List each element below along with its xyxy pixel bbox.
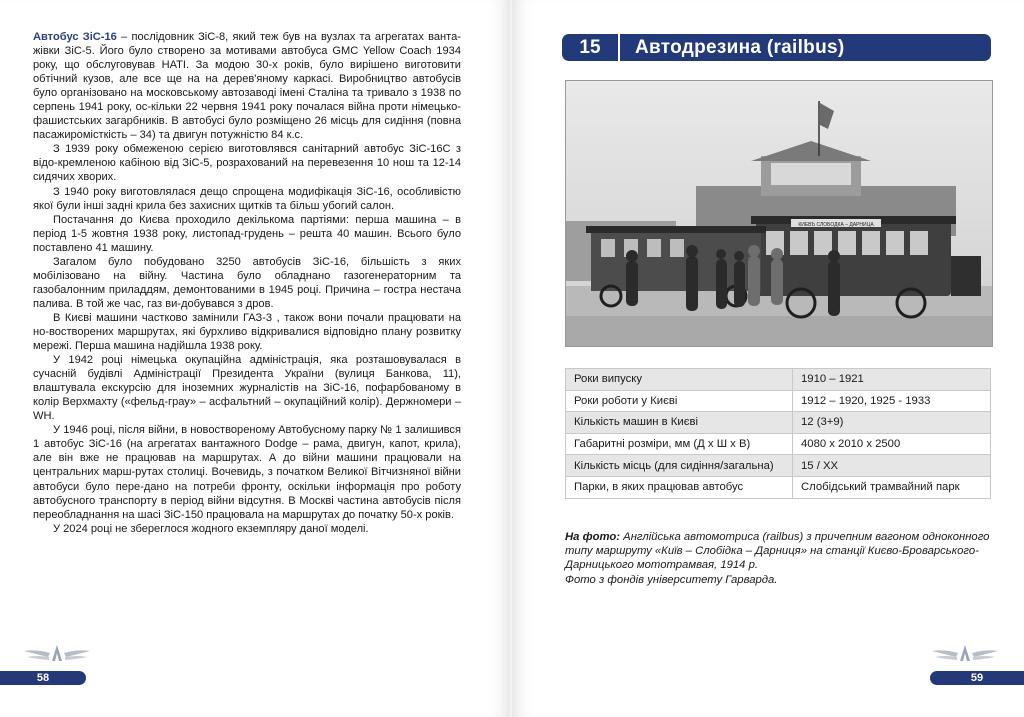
winged-emblem-icon: [22, 643, 92, 667]
photo-sign-text: КИЕВЪ СЛОБОДКА – ДАРНИЦА: [798, 222, 874, 228]
lead-term: Автобус ЗіС-16: [33, 31, 117, 43]
table-row: [566, 455, 991, 477]
table-row: [566, 433, 991, 455]
spec-key: Габаритні розміри, мм (Д х Ш х В): [566, 433, 793, 455]
paragraph: [33, 30, 461, 142]
paragraph: Загалом було побудовано 3250 автобусів ЗіС-16, більшість з яких мобілізовано на війну. Частина було обладнано газогенераторним та газобалонним приладдям, демонтованими в 1945 році. Причина – гостра нестача палива. В той же час, газ ви-добувався з дров.: [33, 255, 461, 310]
railbus-photo-illustration: [566, 81, 992, 346]
page-number-band: [0, 671, 86, 685]
historic-photo: [565, 80, 993, 347]
spec-value: 1912 – 1920, 1925 - 1933: [793, 390, 991, 412]
paragraph: У 1942 році німецька окупаційна адміністрація, яка розташовувалася в сучасній будівлі Адміністрації Президента України (вулиця Банкова, 11), влаштувала екскурсію для іноземних журналістів на ЗіС-16, пофарбованому в колір Верхмахту («фельд-грау» – асфальтний – окупаційний колір). Держномери – WH.: [33, 354, 461, 423]
spec-key: Кількість машин в Києві: [566, 412, 793, 434]
winged-emblem-icon: [930, 643, 1000, 667]
paragraph: З 1940 року виготовлялася дещо спрощена модифікація ЗіС-16, особливістю якої були інші задні крила без захисних щитків та більш убогий салон.: [33, 185, 461, 212]
page-number-band: [930, 671, 1024, 685]
spec-value: 1910 – 1921: [793, 369, 991, 391]
paragraph: У 2024 році не збереглося жодного екземпляру даної моделі.: [53, 522, 369, 535]
spec-value: 15 / ХХ: [793, 455, 991, 477]
table-row: [566, 476, 991, 498]
page-number: 59: [970, 672, 984, 684]
specs-table: [565, 368, 991, 499]
right-page: [512, 0, 1024, 717]
paragraph: Постачання до Києва проходило декількома партіями: перша машина – в період 1-5 жовтня 1938 року, листопад-грудень – решта 40 машин. Всього було поставлено 41 машину.: [33, 213, 461, 254]
article-body: [33, 30, 461, 536]
spec-key: Парки, в яких працював автобус: [566, 476, 793, 498]
spec-key: Роки роботи у Києві: [566, 390, 793, 412]
paragraph-text: – послідовник ЗіС-8, який теж був на вузлах та агрегатах ванта-жівки ЗіС-5. Його було створено за мотивами автобуса GMC Yellow Coach 1934 року, що обслуговував НАТІ. За модою 30-х років, було вирішено виготовити обтічний кузов, але все ще на на дерев'яному каркасі. Виробництво автобусів було організовано на московському автозаводі імені Сталіна та тривало з 1938 по серпень 1941 року, ос-кільки 22 червня 1941 року почалася війна проти німецько-фашистських загарбників. В автобусі було розміщено 26 місць для сидіння (повна пасажиромісткість – 34) та двигун потужністю 84 к.с.: [33, 31, 461, 142]
table-row: [566, 369, 991, 391]
caption-text: Англійська автомотриса (railbus) з причепним вагоном одноконного типу маршруту «Київ – Слобідка – Дарниця» на станції Києво-Броварського-Дарницького мототрамвая, 1914 р.: [565, 531, 990, 572]
page-number: 58: [36, 672, 50, 684]
spec-key: Кількість місць (для сидіння/загальна): [566, 455, 793, 477]
section-header: [562, 34, 991, 61]
caption-label: На фото:: [565, 531, 621, 543]
spec-value: Слобідський трамвайний парк: [793, 476, 991, 498]
caption-source: Фото з фондів університету Гарварда.: [565, 573, 778, 586]
paragraph: В Києві машини частково замінили ГАЗ-3 , також вони почали працювати на но-востворених маршрутах, які бурхливо відкривалися відповідно плану розвитку мережі. Перша машина надійшла 1938 року.: [33, 311, 461, 353]
section-title: Автодрезина (railbus): [635, 36, 845, 58]
paragraph: З 1939 року обмеженою серією виготовлявся санітарний автобус ЗіС-16С з відо-кремленою кабіною від ЗіС-5, розрахований на перевезення 10 нош та 12-14 сидячих хворих.: [33, 143, 461, 184]
table-row: [566, 390, 991, 412]
left-page: [0, 0, 510, 717]
spec-value: 4080 х 2010 х 2500: [793, 433, 991, 455]
table-row: [566, 412, 991, 434]
section-number: 15: [562, 34, 620, 61]
photo-caption: [565, 530, 991, 587]
paragraph: У 1946 році, після війни, в новоствореному Автобусному парку № 1 залишився 1 автобус ЗіС-16 (на агрегатах вантажного Dodge – рама, двигун, капот, крила), але він вже не працював на маршрутах. А до війни машини працювали на центральних марш-рутах столиці. Вочевидь, з початком Великої Вітчизняної війни автобуси було пере-дано на потреби фронту, оскільки інформація про роботу автобусного транспорту в період війни відсутня. В Москві частина автобусів після переобладнання на шасі ЗіС-150 працювала на маршрутах до початку 50-х років.: [33, 424, 461, 521]
spec-key: Роки випуску: [566, 369, 793, 391]
spec-value: 12 (3+9): [793, 412, 991, 434]
